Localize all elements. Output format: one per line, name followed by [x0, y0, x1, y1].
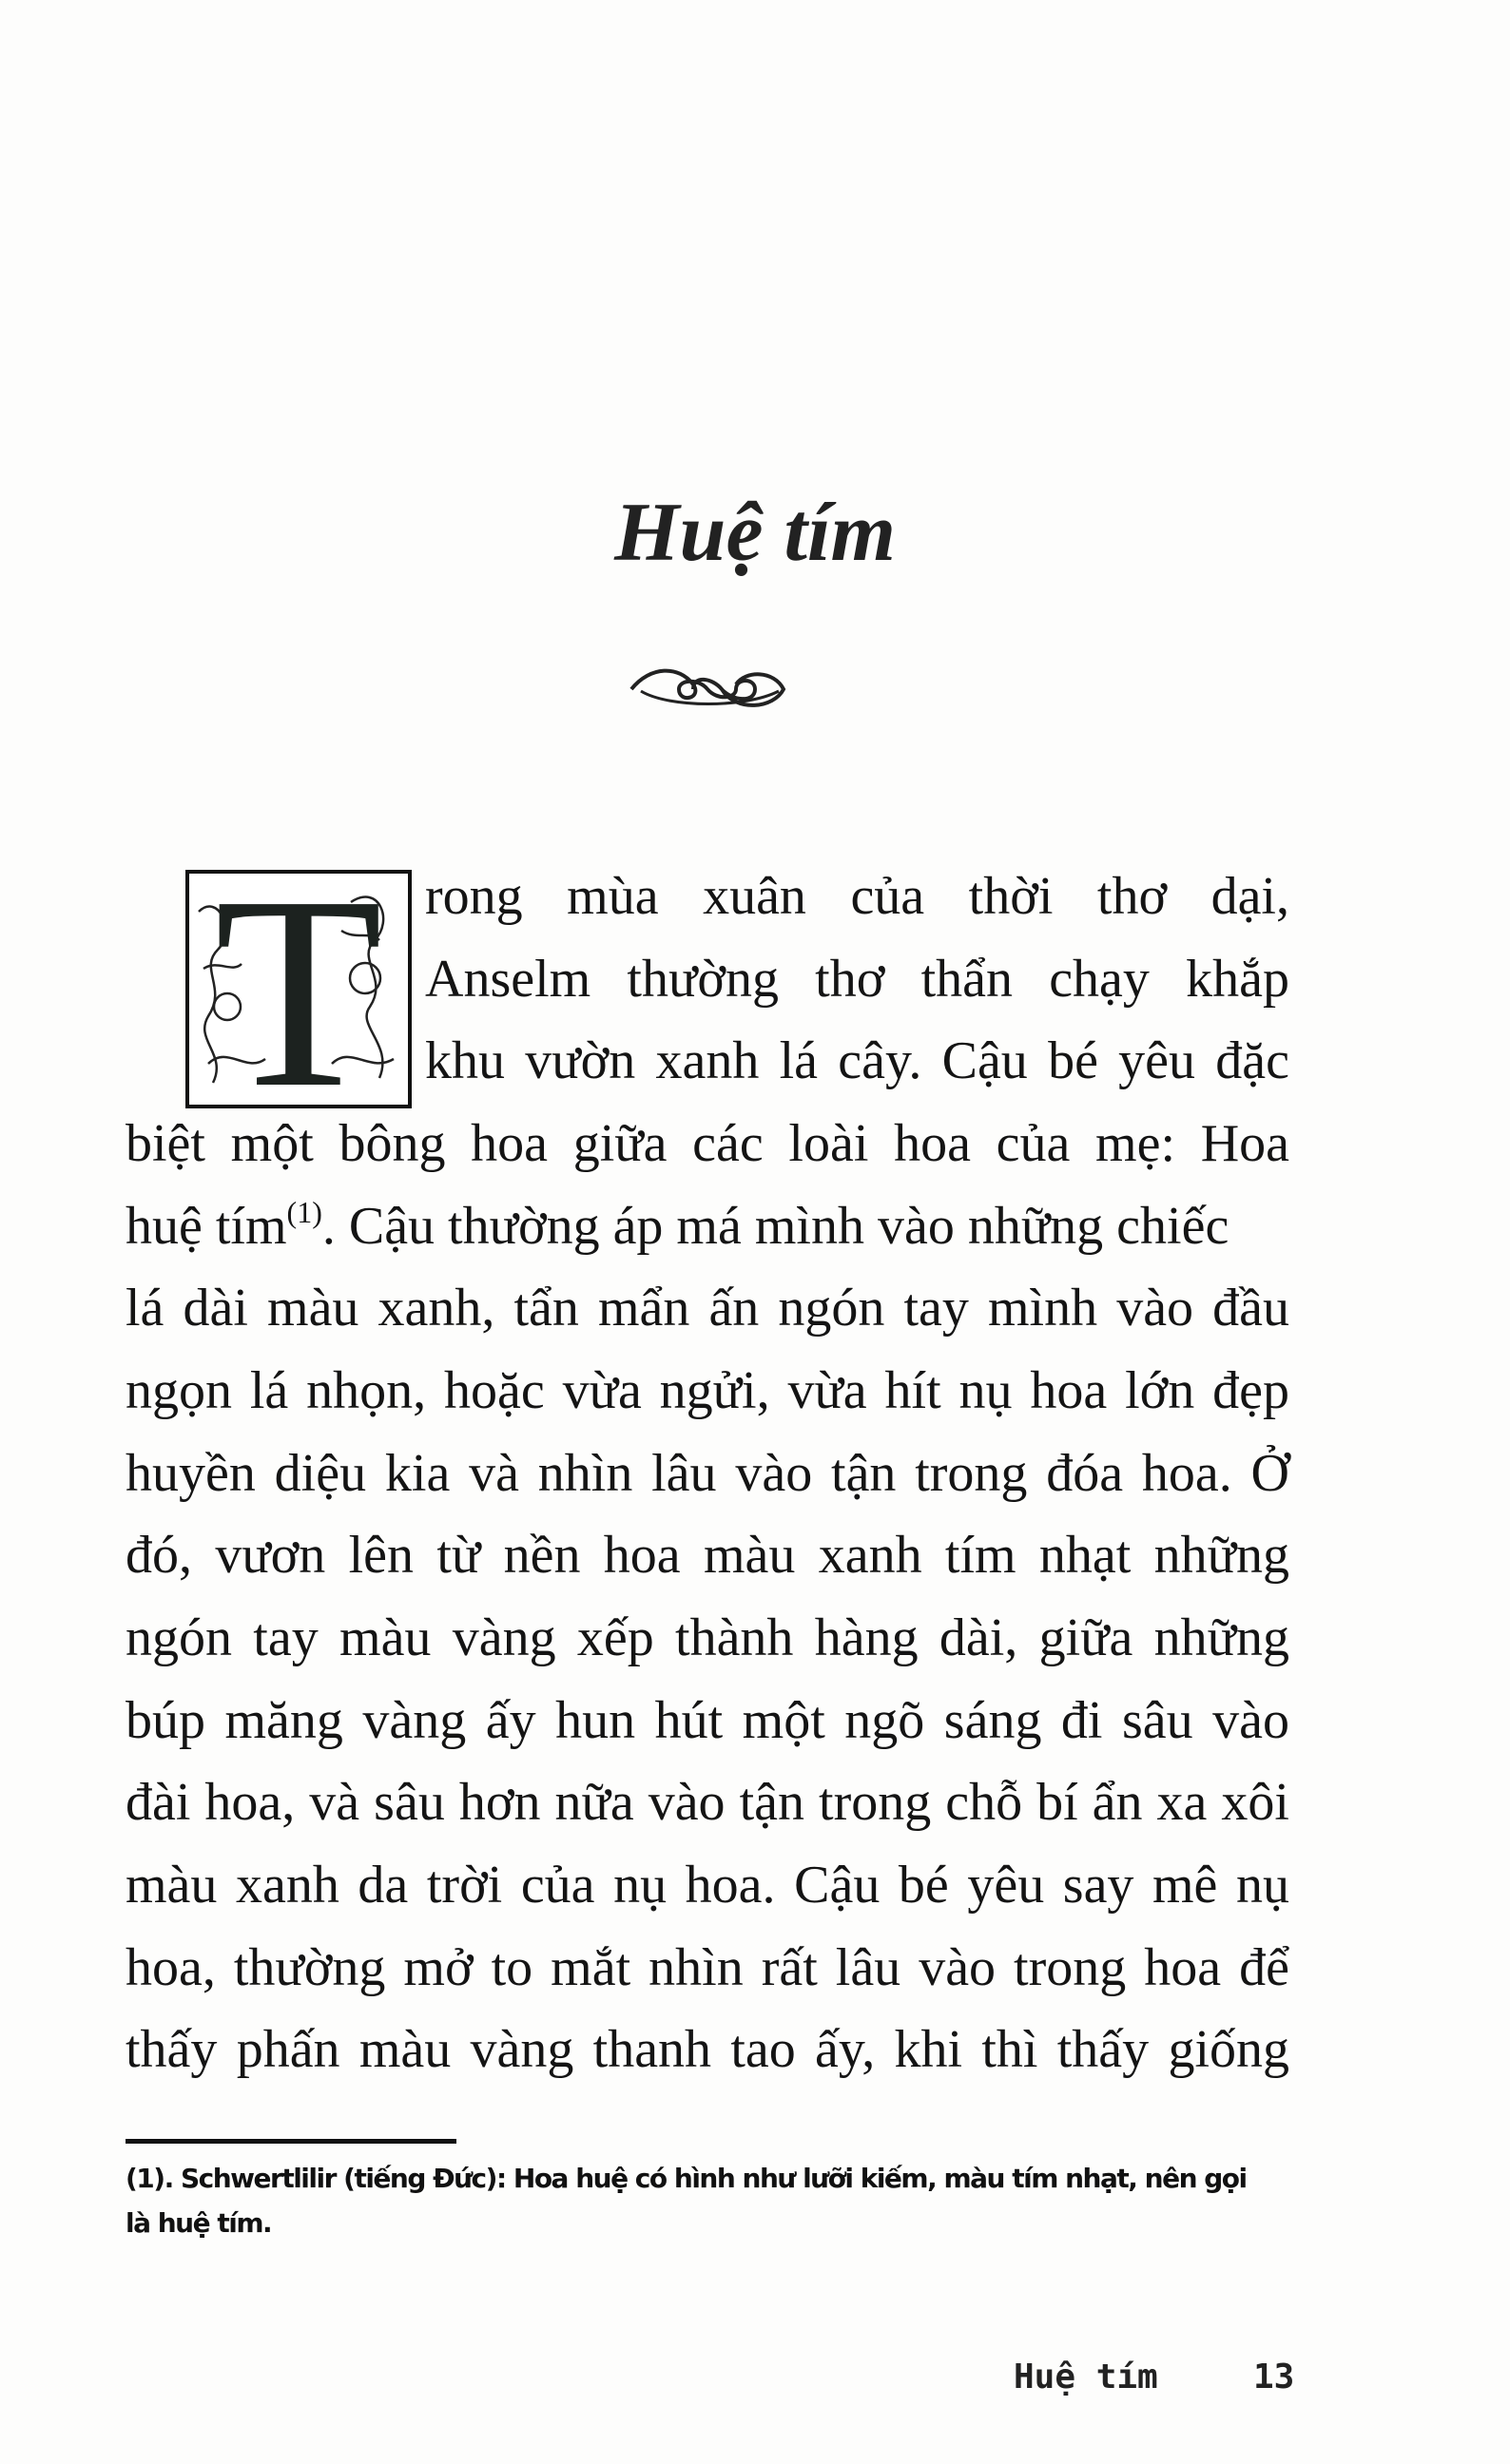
body-line: búp măng vàng ấy hun hút một ngõ sáng đi sâu vào [126, 1691, 1289, 1750]
running-footer-title: Huệ tím [1014, 2358, 1158, 2397]
body-line: lá dài màu xanh, tẩn mẩn ấn ngón tay mình vào đầu [126, 1279, 1289, 1338]
chapter-title: Huệ tím [614, 487, 896, 579]
body-line: đó, vươn lên từ nền hoa màu xanh tím nhạt những [126, 1526, 1289, 1585]
footnote-text: là huệ tím. [126, 2207, 272, 2239]
body-line: thấy phấn màu vàng thanh tao ấy, khi thì thấy giống [126, 2020, 1289, 2079]
body-text: huệ tím [126, 1197, 287, 1256]
body-line: biệt một bông hoa giữa các loài hoa của mẹ: Hoa [126, 1114, 1289, 1173]
body-line: rong mùa xuân của thời thơ dại, [425, 867, 1289, 926]
footnote-divider [126, 2139, 456, 2144]
body-line: huyền diệu kia và nhìn lâu vào tận trong đóa hoa. Ở [126, 1444, 1289, 1503]
body-line: ngọn lá nhọn, hoặc vừa ngửi, vừa hít nụ hoa lớn đẹp [126, 1361, 1289, 1420]
body-line: đài hoa, và sâu hơn nữa vào tận trong chỗ bí ẩn xa xôi [126, 1773, 1289, 1832]
footnote-text: (1). Schwertlilir (tiếng Đức): Hoa huệ có hình như lưỡi kiếm, màu tím nhạt, nên gọi [126, 2163, 1247, 2194]
body-text: . Cậu thường áp má mình vào những chiếc [321, 1197, 1229, 1256]
body-line: ngón tay màu vàng xếp thành hàng dài, giữa những [126, 1608, 1289, 1667]
body-line: hoa, thường mở to mắt nhìn rất lâu vào trong hoa để [126, 1938, 1289, 1997]
drop-cap [185, 870, 412, 1108]
page-number: 13 [1253, 2358, 1295, 2397]
ornament-flourish-icon [622, 661, 793, 718]
footnote-ref[interactable]: (1) [286, 1195, 322, 1229]
body-line: khu vườn xanh lá cây. Cậu bé yêu đặc [425, 1031, 1289, 1090]
body-line: màu xanh da trời của nụ hoa. Cậu bé yêu say mê nụ [126, 1856, 1289, 1915]
body-line: Anselm thường thơ thẩn chạy khắp [425, 950, 1289, 1009]
body-line [126, 1193, 1289, 1260]
drop-cap-letter: T [214, 870, 383, 1108]
